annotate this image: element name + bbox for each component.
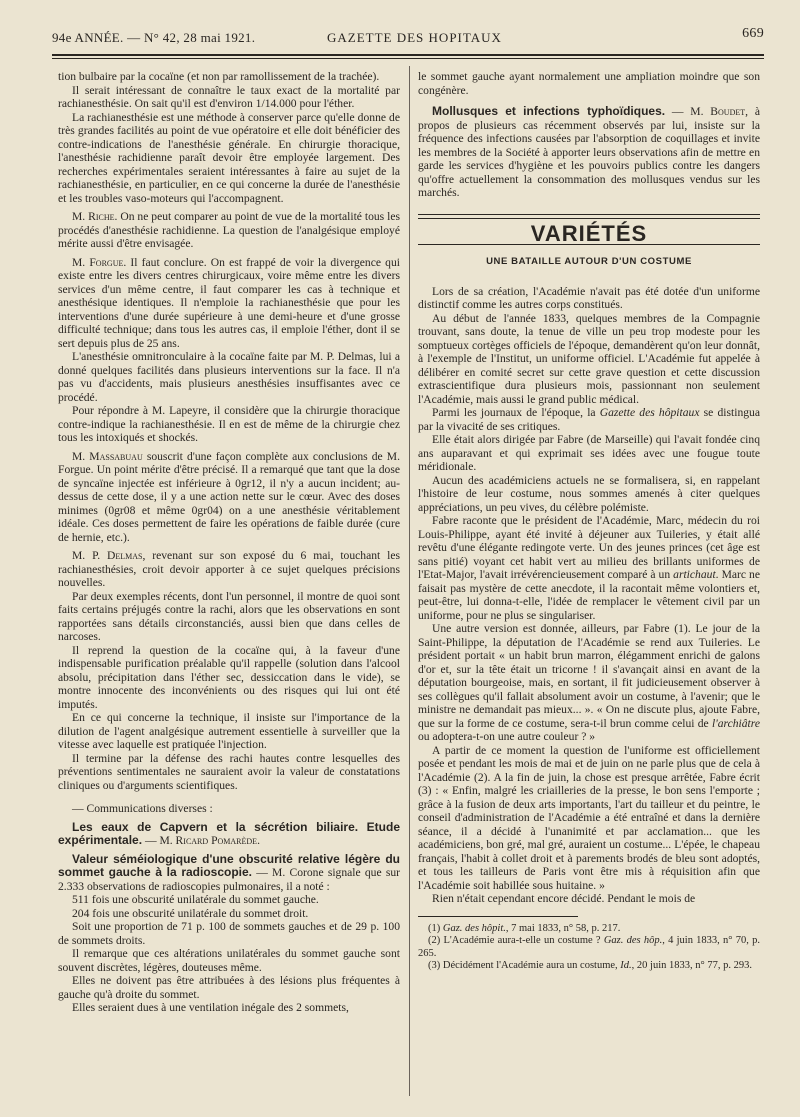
paragraph: Au début de l'année 1833, quelques membres de la Compagnie trouvant, sans doute, la tenue de ville un peu trop modeste pour les somptueux cortèges officiels de l'époque, demandèrent qu'on leur donnât, à l'exemple de l'Institut, un uniforme officiel. L'Académie fut appelée à délibérer en comité secret sur cette grave question et cette discussion extrascientifique dura plusieurs mois, passionnant non seulement l'Académie, mais aussi le grand public médical. — [418, 311, 760, 406]
italic-word: artichaut — [673, 568, 716, 581]
paragraph — [58, 450, 400, 545]
paragraph — [418, 622, 760, 744]
paragraph: L'anesthésie omnitronculaire à la cocaïne faite par M. P. Delmas, lui a donné quelques facilités dans plusieurs interventions sur la face. Il n'a pas vu d'accidents, mais plusieurs anesthésies insuffisantes avec ce procédé. — [58, 350, 400, 404]
article-title: UNE BATAILLE AUTOUR D'UN COSTUME — [486, 256, 692, 267]
column-divider — [409, 66, 410, 1096]
italic-word: l'archiâtre — [712, 716, 760, 730]
right-column — [418, 70, 760, 1100]
section-rule — [418, 214, 760, 219]
paragraph: Elles seraient dues à une ventilation inégale des 2 sommets, — [72, 1001, 349, 1014]
speaker-name: M. P. Delmas, — [72, 549, 146, 562]
footnote — [418, 960, 760, 973]
footnote-text: (2) L'Académie aura-t-elle un costume ? — [428, 935, 604, 946]
paragraph: Il termine par la défense des rachi hautes contre lesquelles des préventions sentimentales ne sauraient avoir la valeur de constatations cliniques ou d'arguments scientifiques. — [58, 751, 400, 792]
paragraph: Il reprend la question de la cocaïne qui, à la faveur d'une indispensable purification préalable qu'il rappelle (solution dans l'alcool absolu, précipitation dans l'éther sec, dessiccation dans le vide), se montre innocente des inconvénients ou des risques qui lui ont été imputés. — [58, 643, 400, 711]
paragraph — [418, 514, 760, 622]
paragraph-text: revenant sur son exposé du 6 mai, touchant les rachianesthésies, croit devoir apporter à ce sujet quelques précisions nouvelles. — [58, 549, 400, 589]
journal-name: Gazette des hôpitaux — [599, 406, 700, 419]
paragraph-text: souscrit d'une façon complète aux conclusions de M. Forgue. Un point mérite d'être précisé. Il a remarqué que tant que la dose de syncaïne injectée est inférieure à 0gr12, il n'y a aucun incident; au-dessus de cette dose, il y a une action nette sur le cœur. Avec des doses minimes (0gr08 et même 0gr04) on a une anesthésie véritablement idéale. Ces doses permettent de faire les opérations de faible durée (cure de hernie, etc.). — [58, 449, 400, 544]
paragraph: 511 fois une obscurité unilatérale du sommet gauche. — [72, 893, 319, 906]
paragraph: En ce qui concerne la technique, il insiste sur l'importance de la dilution de l'agent analgésique autrement essentielle à surveiller que la vitesse avec laquelle est pratiquée l'injection. — [58, 711, 400, 751]
paragraph-text: — M. Corone signale que sur 2.333 observations de radioscopies pulmonaires, il a noté : — [58, 866, 400, 893]
communication-title: Mollusques et infections typhoïdiques. — [432, 104, 666, 118]
footnote-source: Id. — [620, 960, 632, 971]
footnote — [418, 935, 760, 960]
footnote-source: Gaz. des hôp. — [603, 935, 663, 946]
paragraph: Elle était alors dirigée par Fabre (de Marseille) qui l'avait fondée cinq ans auparavant et qui exprimait ses idées avec une fougue toute méridionale. — [418, 433, 760, 473]
page-number: 669 — [742, 26, 764, 41]
communications-heading: — Communications diverses : — [72, 802, 213, 815]
section-title: VARIÉTÉS — [530, 220, 648, 246]
speaker-name: M. Riche. — [72, 210, 118, 223]
paragraph: Elles ne doivent pas être attribuées à des lésions plus fréquentes à gauche qu'à droite du sommet. — [58, 974, 400, 1001]
communication-title: Valeur séméiologique d'une obscurité relative légère du sommet gauche à la radioscopie. — [58, 851, 400, 879]
footnote-rule — [418, 916, 578, 917]
paragraph-text: Il faut conclure. On est frappé de voir la divergence qui existe entre les divers centres chirurgicaux, voire même entre les divers services d'un même centre, il faut comparer les cas à technique et anesthésique identiques. Il n'emploie la rachianesthésie que pour les interventions d'une durée supérieure à une demi-heure et d'une grosse difficulté technique; dans tous les autres cas, il emploie l'éther, dont il se sert depuis plus de 25 ans. — [58, 255, 400, 350]
author-name: — M. Ricard Pomarède. — [142, 834, 260, 847]
paragraph — [58, 210, 400, 251]
footnote — [418, 923, 760, 936]
paragraph — [418, 105, 760, 200]
paragraph: Pour répondre à M. Lapeyre, il considère que la chirurgie thoracique contre-indique la rachianesthésie. Il en est de même de la chirurgie chez tous les intoxiqués et shockés. — [58, 404, 400, 444]
communication-title: Les eaux de Capvern et la sécrétion biliaire. Etude expérimentale. — [58, 819, 400, 847]
footnote-text: (3) Décidément l'Académie aura un costume, — [428, 960, 621, 971]
paragraph — [58, 256, 400, 351]
paragraph: 204 fois une obscurité unilatérale du sommet droit. — [72, 906, 309, 920]
paragraph: Soit une proportion de 71 p. 100 de sommets gauches et de 29 p. 100 de sommets droits. — [58, 920, 400, 947]
paragraph-text: à propos de plusieurs cas récemment observés par lui, insiste sur la fréquence des infections causées par l'absorption de coquillages et invite les membres de la Société à apporter leurs observations afin de mettre en garde les services d'hygiène et les pouvoirs publics contre les dangers qu'offre actuellement la consommation des mollusques vendus sur les marchés. — [418, 105, 760, 199]
header-rule — [52, 54, 764, 59]
footnote-text: , 7 mai 1833, n° 58, p. 217. — [505, 922, 621, 934]
journal-title: GAZETTE DES HOPITAUX — [327, 30, 502, 45]
paragraph-text: Une autre version est donnée, ailleurs, par Fabre (1). Le jour de la Saint-Philippe, la députation de l'Académie se rend aux Tuileries. Le président portait « un habit brun marron, élégamment enrichi de galons d'or et, sur la tête était un tricorne ! il s'avançait ainsi en avant de la députation bourgeoise, mais, en sortant, il fit judicieusement observer à ses collègues qu'il fallait absolument avoir un costume, à l'avenir; que le ministre ne demandait pas mieux... ». « On ne discute plus, ajoute Fabre, que sur la forme de ce costume, sera-t-il brun comme celui de — [418, 622, 760, 730]
paragraph-text: . Marc ne faisait pas mystère de cette anecdote, il la racontait même volontiers et, peut-être, lui donna-t-elle, l'idée de remplacer le vêtement civil par un uniforme, pour ne plus se singulariser. — [418, 568, 760, 622]
footnotes — [418, 923, 760, 973]
paragraph: Par deux exemples récents, dont l'un personnel, il montre de quoi sont faits certains préjugés contre la rachi, alors que les observations en sont rapportées sans détails circonstanciés, aussi bien que dans celles de narcoses. — [58, 589, 400, 643]
paragraph-text: Fabre raconte que le président de l'Académie, Marc, médecin du roi Louis-Philippe, ayant été invité à déjeuner aux Tuileries, y était allé revêtu d'une élégante redingote verte. Un des jeunes princes (cet âge est sans pitié) voyant cet habit vert au milieu des brillants uniformes de l'Etat-Major, l'avait irrévérencieusement comparé à un — [418, 514, 760, 581]
paragraph: La rachianesthésie est une méthode à conserver parce qu'elle donne de très grandes facilités au point de vue opératoire et elle doit bénéficier des contre-indications de l'anesthésie générale. En chirurgie thoracique, l'anesthésie rachidienne paraît devoir être employée largement. Des recherches expérimentales seraient intéressantes à faire au sujet de la rachianesthésie, en particulier, en ce qui concerne la durée de l'anesthésie et les troubles vaso-moteurs qui l'accompagnent. — [58, 110, 400, 205]
paragraph: Il remarque que ces altérations unilatérales du sommet gauche sont souvent discrètes, légères, douteuses même. — [58, 947, 400, 974]
paragraph: tion bulbaire par la cocaïne (et non par ramollissement de la trachée). — [58, 70, 380, 83]
issue-info: 94e ANNÉE. — N° 42, 28 mai 1921. — [52, 30, 256, 45]
paragraph — [58, 853, 400, 894]
paragraph — [58, 549, 400, 590]
paragraph — [58, 821, 400, 848]
paragraph: Rien n'était cependant encore décidé. Pendant le mois de — [432, 892, 696, 905]
paragraph: A partir de ce moment la question de l'uniforme est officiellement posée et pendant les mois de mai et de juin on ne parle plus que de cela à l'Académie (2). A la fin de juin, la chose est presque arrêtée, Fabre écrit (3) : « Enfin, malgré les criailleries de la presse, le bon sens l'emporte ; grâce à la fusion de deux arts importants, l'art du tailleur et du peintre, le conseil d'administration de l'Académie a été entraîné et dans la dernière séance, il a décidé à l'unanimité et par acclamation... que les académiciens, bon gré, mal gré, auraient un costume... L'épée, le chapeau français, l'habit à collet droit et à parements brodés de bleu sont adoptés, et tous les tailleurs de Paris vont être mis à réquisition afin que l'Académie soit habillée sous huitaine. » — [418, 743, 760, 892]
paragraph: le sommet gauche ayant normalement une ampliation moindre que son congénère. — [418, 70, 760, 97]
running-header — [52, 26, 764, 50]
paragraph-text: se distingua par la vivacité de ses critiques. — [418, 406, 760, 433]
paragraph: Lors de sa création, l'Académie n'avait pas été dotée d'un uniforme distinctif comme les autres corps constitués. — [418, 284, 760, 311]
footnote-text: , 4 juin 1833, n° 70, p. 265. — [418, 935, 760, 959]
author-name: — M. Boudet, — [665, 105, 749, 118]
footnote-source: Gaz. des hôpit. — [442, 922, 506, 934]
footnote-text: , 20 juin 1833, n° 77, p. 293. — [631, 960, 752, 971]
paragraph: Il serait intéressant de connaître le taux exact de la mortalité par rachianesthésie. On sait qu'il est d'environ 1/14.000 pour l'éther. — [58, 83, 400, 110]
speaker-name: M. Massabuau — [72, 449, 143, 463]
paragraph-text: Parmi les journaux de l'époque, la — [432, 406, 600, 419]
paragraph-text: On ne peut comparer au point de vue de la mortalité tous les procédés d'anesthésie rachidienne. La question de l'analgésique employé mérite aussi d'être envisagée. — [58, 210, 400, 250]
speaker-name: M. Forgue. — [72, 255, 127, 269]
paragraph-text: ou adoptera-t-on une autre couleur ? » — [418, 730, 596, 743]
paragraph — [418, 406, 760, 433]
paragraph: Aucun des académiciens actuels ne se formalisera, si, en rappelant l'histoire de leur costume, nous sommes amenés à citer quelques appréciations, un peu vives, du célèbre polémiste. — [418, 473, 760, 514]
footnote-number: (1) — [428, 922, 443, 934]
left-column — [58, 70, 400, 1100]
